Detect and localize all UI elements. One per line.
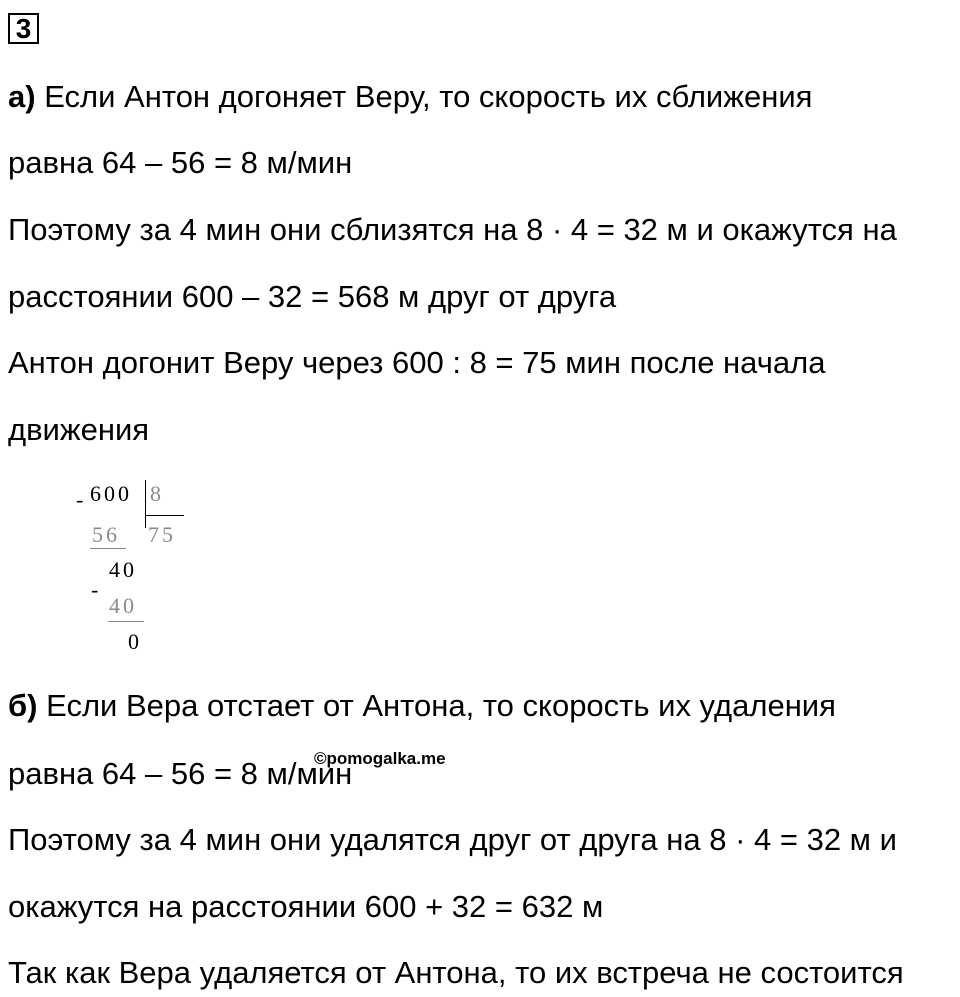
part-b-line-1 xyxy=(8,686,836,726)
long-division xyxy=(76,478,200,658)
final-remainder: 0 xyxy=(128,629,142,654)
part-b-line-3: Поэтому за 4 мин они удалятся друг от друга на 8 · 4 = 32 м и xyxy=(8,822,897,857)
part-a-line-3: Поэтому за 4 мин они сблизятся на 8 · 4 = 32 м и окажутся на xyxy=(8,212,897,247)
minus-sign-2: - xyxy=(91,577,99,602)
watermark: ©pomogalka.me xyxy=(314,749,446,768)
part-b-label: б) xyxy=(8,688,38,723)
quotient: 75 xyxy=(148,522,176,547)
divisor-underline xyxy=(146,515,184,516)
part-a-line-1 xyxy=(8,77,812,117)
minus-sign-1: - xyxy=(76,487,84,512)
second-underline xyxy=(108,621,144,622)
part-a-line-1-text: Если Антон догоняет Веру, то скорость их сближения xyxy=(44,79,813,114)
task-number: 3 xyxy=(8,13,39,44)
division-vertical-line xyxy=(145,480,146,528)
part-b-line-1-text: Если Вера отстает от Антона, то скорость их удаления xyxy=(46,688,836,723)
part-a-line-6: движения xyxy=(8,412,150,447)
part-a-line-4: расстоянии 600 – 32 = 568 м друг от друга xyxy=(8,279,617,314)
first-underline xyxy=(90,548,126,549)
part-b-line-4: окажутся на расстоянии 600 + 32 = 632 м xyxy=(8,889,604,924)
part-b-line-2: равна 64 – 56 = 8 м/мин xyxy=(8,756,353,791)
part-b-line-5: Так как Вера удаляется от Антона, то их встреча не состоится xyxy=(8,955,904,990)
part-a-line-2: равна 64 – 56 = 8 м/мин xyxy=(8,145,353,180)
part-a-line-5: Антон догонит Веру через 600 : 8 = 75 мин после начала xyxy=(8,345,826,380)
part-a-label: а) xyxy=(8,79,36,114)
dividend: 600 xyxy=(90,481,132,506)
second-subtrahend: 40 xyxy=(109,593,137,618)
divisor: 8 xyxy=(150,481,164,506)
first-subtrahend: 56 xyxy=(92,522,120,547)
first-remainder: 40 xyxy=(109,557,137,582)
